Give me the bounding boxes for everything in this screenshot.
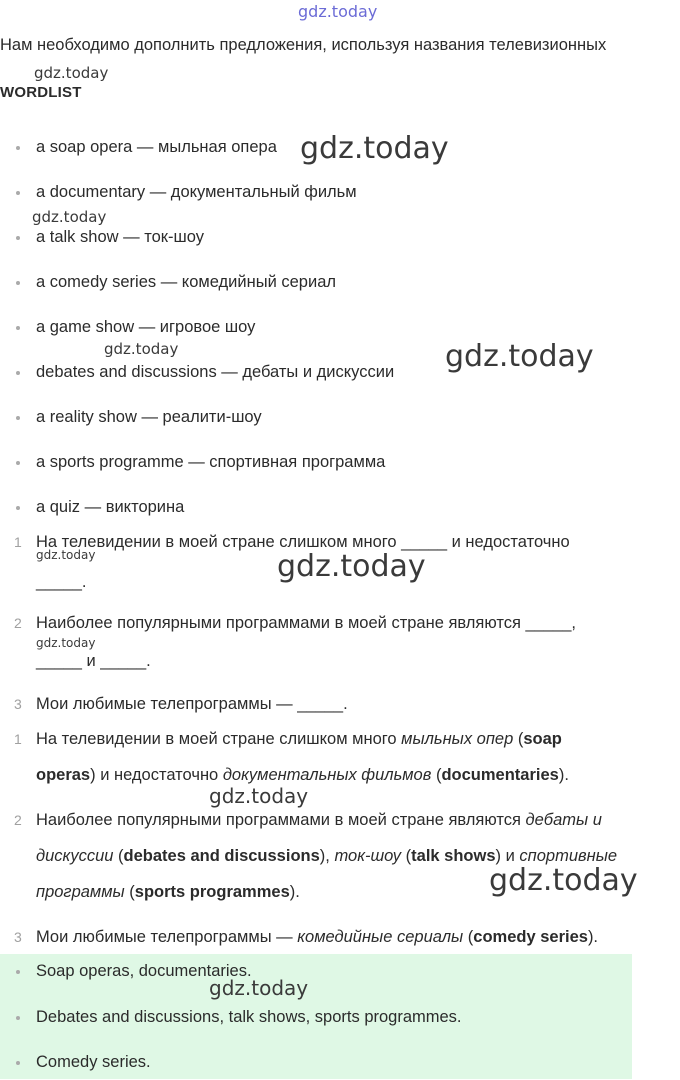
answer-line: Наиболее популярными программами в моей стране являются дебаты и: [36, 811, 602, 829]
wordlist-entry: a soap opera — мыльная опера: [36, 138, 277, 156]
watermark: gdz.today: [209, 784, 309, 808]
task-line: Мои любимые телепрограммы — _____.: [36, 695, 348, 713]
answer-number: 3: [14, 929, 22, 945]
task-line: _____.: [36, 573, 87, 591]
answer-number: 1: [14, 731, 22, 747]
bullet: [16, 1016, 20, 1020]
watermark: gdz.today: [36, 636, 96, 650]
watermark: gdz.today: [445, 339, 594, 374]
wordlist-entry: a game show — игровое шоу: [36, 318, 256, 336]
task-line: На телевидении в моей стране слишком много _____ и недостаточно: [36, 533, 570, 551]
answer-line: дискуссии (debates and discussions), ток-шоу (talk shows) и спортивные: [36, 847, 618, 865]
watermark: gdz.today: [298, 2, 378, 21]
answer-line: программы (sports programmes).: [36, 883, 300, 901]
watermark: gdz.today: [36, 548, 96, 562]
summary-entry: Debates and discussions, talk shows, sports programmes.: [36, 1008, 462, 1026]
bullet: [16, 281, 20, 285]
bullet: [16, 970, 20, 974]
answer-line: Мои любимые телепрограммы — комедийные сериалы (comedy series).: [36, 928, 599, 946]
bullet: [16, 371, 20, 375]
wordlist-heading: WORDLIST: [0, 84, 82, 101]
task-number: 1: [14, 534, 22, 550]
bullet: [16, 326, 20, 330]
wordlist-entry: a quiz — викторина: [36, 498, 185, 516]
summary-entry: Comedy series.: [36, 1053, 151, 1071]
summary-entry: Soap operas, documentaries.: [36, 962, 252, 980]
task-line: _____ и _____.: [36, 652, 151, 670]
answer-line: На телевидении в моей стране слишком много мыльных опер (soap: [36, 730, 562, 748]
wordlist-entry: debates and discussions — дебаты и дискуссии: [36, 363, 395, 381]
bullet: [16, 236, 20, 240]
intro-text: Нам необходимо дополнить предложения, используя названия телевизионных: [0, 36, 607, 54]
answer-number: 2: [14, 812, 22, 828]
bullet: [16, 461, 20, 465]
wordlist-entry: a comedy series — комедийный сериал: [36, 273, 336, 291]
answer-line: operas) и недостаточно документальных фильмов (documentaries).: [36, 766, 569, 784]
bullet: [16, 191, 20, 195]
bullet: [16, 416, 20, 420]
bullet: [16, 1061, 20, 1065]
bullet: [16, 506, 20, 510]
wordlist-entry: a sports programme — спортивная программа: [36, 453, 386, 471]
watermark: gdz.today: [277, 549, 426, 584]
wordlist-entry: a talk show — ток-шоу: [36, 228, 204, 246]
task-line: Наиболее популярными программами в моей стране являются _____,: [36, 614, 576, 632]
watermark: gdz.today: [34, 64, 109, 82]
wordlist-entry: a documentary — документальный фильм: [36, 183, 357, 201]
watermark: gdz.today: [489, 863, 638, 898]
watermark: gdz.today: [209, 976, 309, 1000]
watermark: gdz.today: [32, 208, 107, 226]
task-number: 3: [14, 696, 22, 712]
task-number: 2: [14, 615, 22, 631]
watermark: gdz.today: [300, 131, 449, 166]
bullet: [16, 146, 20, 150]
watermark: gdz.today: [104, 340, 179, 358]
wordlist-entry: a reality show — реалити-шоу: [36, 408, 262, 426]
